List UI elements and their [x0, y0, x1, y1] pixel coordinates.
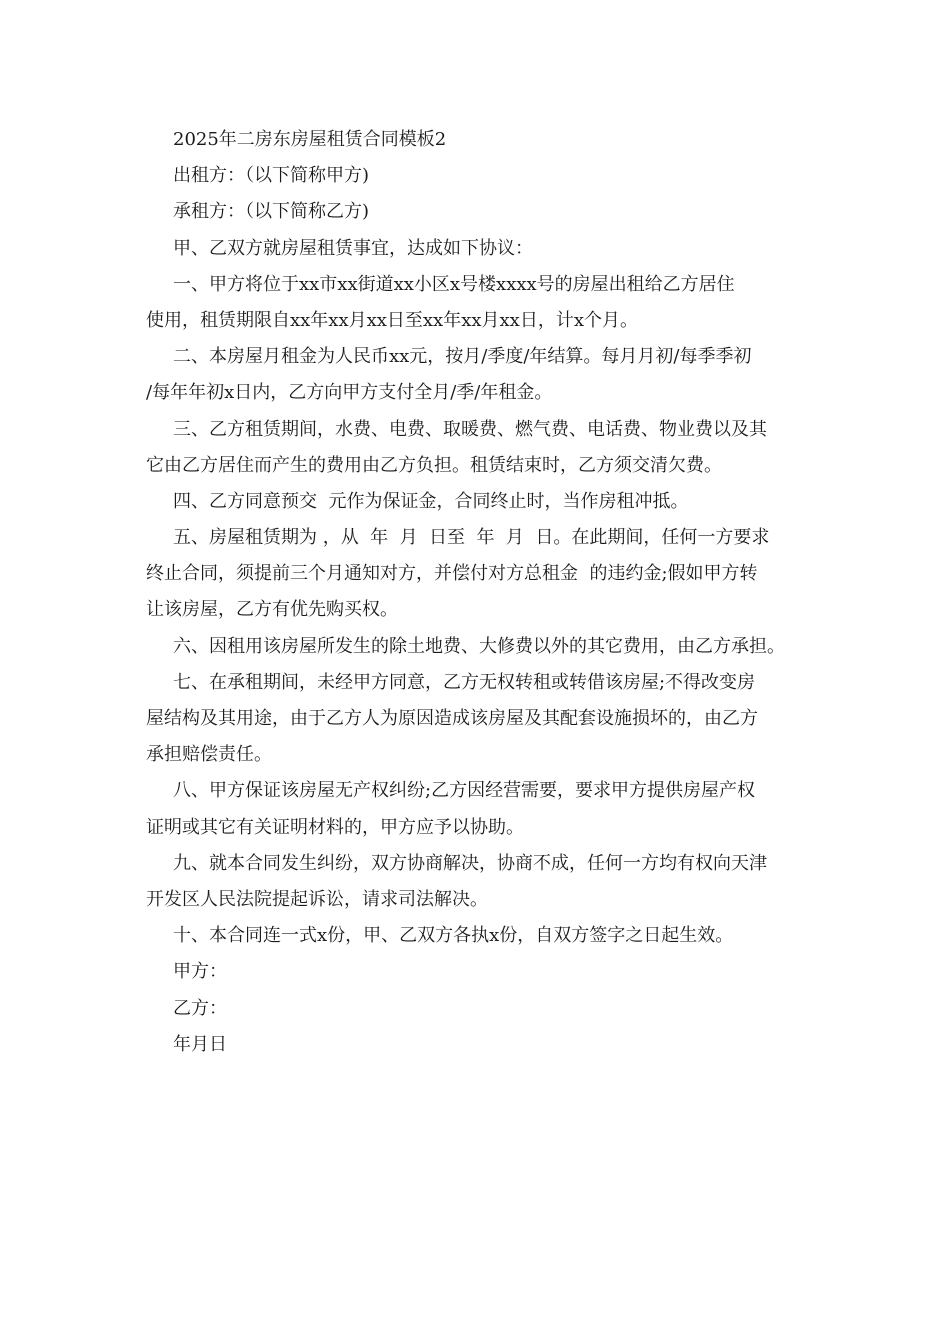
document-title: 2025年二房东房屋租赁合同模板2 [173, 129, 447, 150]
clause-6: 六、因租用该房屋所发生的除土地费、大修费以外的其它费用，由乙方承担。 [173, 635, 785, 657]
clause-7-line-2: 屋结构及其用途，由于乙方人为原因造成该房屋及其配套设施损坏的，由乙方 [146, 708, 758, 729]
clause-9-line-1: 九、就本合同发生纠纷，双方协商解决，协商不成，任何一方均有权向天津 [173, 852, 767, 874]
contract-body [146, 122, 826, 1063]
party-b-signature: 乙方： [173, 997, 227, 1019]
agreement-intro: 甲、乙双方就房屋租赁事宜，达成如下协议： [173, 237, 533, 259]
clause-2-line-2: /每年年初x日内，乙方向甲方支付全月/季/年租金。 [146, 382, 553, 404]
clause-5-line-2: 终止合同，须提前三个月通知对方，并偿付对方总租金 的违约金;假如甲方转 [146, 563, 758, 585]
clause-9-line-2: 开发区人民法院提起诉讼，请求司法解决。 [146, 888, 488, 910]
clause-10: 十、本合同连一式x份，甲、乙双方各执x份，自双方签字之日起生效。 [173, 925, 734, 947]
clause-7-line-1: 七、在承租期间，未经甲方同意，乙方无权转租或转借该房屋;不得改变房 [173, 671, 756, 693]
clause-1-line-2: 使用，租赁期限自xx年xx月xx日至xx年xx月xx日，计x个月。 [146, 309, 638, 331]
clause-2-line-1: 二、本房屋月租金为人民币xx元，按月/季度/年结算。每月月初/每季季初 [173, 346, 752, 368]
clause-1-line-1: 一、甲方将位于xx市xx街道xx小区x号楼xxxx号的房屋出租给乙方居住 [173, 273, 735, 295]
clause-3-line-2: 它由乙方居住而产生的费用由乙方负担。租赁结束时，乙方须交清欠费。 [146, 454, 722, 476]
clause-5-line-3: 让该房屋，乙方有优先购买权。 [146, 599, 398, 621]
clause-3-line-1: 三、乙方租赁期间，水费、电费、取暖费、燃气费、电话费、物业费以及其 [173, 418, 767, 440]
party-a-signature: 甲方： [173, 961, 227, 983]
clause-8-line-1: 八、甲方保证该房屋无产权纠纷;乙方因经营需要，要求甲方提供房屋产权 [173, 780, 756, 802]
clause-7-line-3: 承担赔偿责任。 [146, 744, 272, 766]
lessee-line: 承租方：（以下简称乙方) [173, 201, 370, 223]
lessor-line: 出租方：（以下简称甲方) [173, 165, 370, 187]
clause-4: 四、乙方同意预交 元作为保证金，合同终止时，当作房租冲抵。 [173, 490, 689, 512]
clause-5-line-1: 五、房屋租赁期为 ，从 年 月 日至 年 月 日。在此期间，任何一方要求 [173, 527, 770, 549]
signing-date: 年月日 [173, 1033, 227, 1055]
clause-8-line-2: 证明或其它有关证明材料的，甲方应予以协助。 [146, 816, 524, 838]
